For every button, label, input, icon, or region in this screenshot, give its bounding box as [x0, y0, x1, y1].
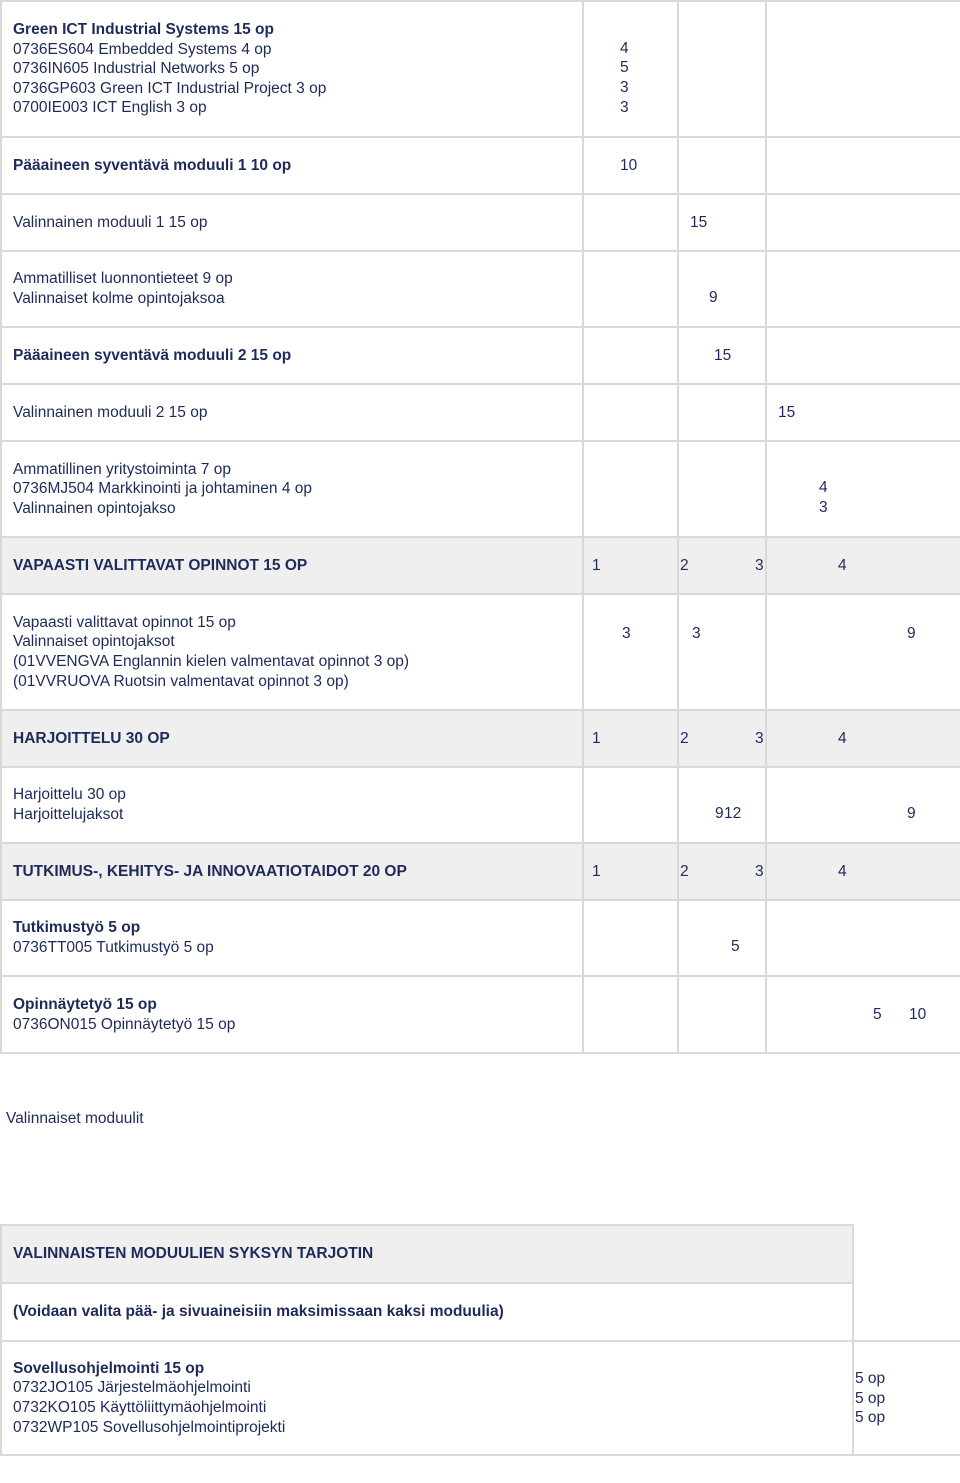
course-line: 0736MJ504 Markkinointi ja johtaminen 4 op	[13, 480, 312, 498]
course-line: 0732WP105 Sovellusohjelmointiprojekti	[13, 1418, 286, 1436]
offer-title: VALINNAISTEN MODUULIEN SYKSYN TARJOTIN	[13, 1245, 374, 1263]
credit-value: 9	[907, 805, 916, 823]
course-line: 0732JO105 Järjestelmäohjelmointi	[13, 1379, 251, 1397]
year-label: 2	[680, 556, 689, 574]
section-header-row	[1, 537, 960, 594]
offer-module-row	[1, 1341, 960, 1455]
module-title: Vapaasti valittavat opinnot 15 op	[13, 613, 236, 631]
credit-value: 3	[620, 98, 629, 116]
credit-value: 10	[620, 156, 638, 174]
module-title: Pääaineen syventävä moduuli 2 15 op	[13, 346, 292, 364]
module-row	[1, 251, 960, 327]
course-line: 0736ON015 Opinnäytetyö 15 op	[13, 1015, 236, 1033]
course-line: 0736IN605 Industrial Networks 5 op	[13, 60, 260, 78]
credit-value: 5 op	[855, 1409, 886, 1427]
credit-value: 3	[620, 79, 629, 96]
module-row-green-ict	[1, 1, 960, 137]
course-line: (01VVRUOVA Ruotsin valmentavat opinnot 3 op)	[13, 672, 349, 690]
optional-modules-label: Valinnaiset moduulit	[6, 1110, 144, 1127]
module-title: Green ICT Industrial Systems 15 op	[13, 21, 274, 39]
credit-value: 9	[907, 625, 916, 643]
course-line: (01VVENGVA Englannin kielen valmentavat opinnot 3 op)	[13, 653, 410, 670]
thesis-row	[1, 976, 960, 1053]
module-title: Valinnainen moduuli 1 15 op	[13, 213, 208, 231]
year-label: 4	[838, 556, 847, 574]
module-title: Sovellusohjelmointi 15 op	[13, 1359, 205, 1377]
module-title: Ammatilliset luonnontieteet 9 op	[13, 270, 233, 288]
course-line: Valinnainen opintojakso	[13, 499, 176, 517]
section-title: TUTKIMUS-, KEHITYS- JA INNOVAATIOTAIDOT 20 OP	[13, 862, 407, 880]
offer-table	[0, 1224, 960, 1456]
credit-value: 5 op	[855, 1370, 886, 1387]
year-label: 2	[680, 729, 689, 747]
module-title: Tutkimustyö 5 op	[13, 919, 141, 937]
credit-cell	[583, 1, 678, 137]
practice-row: Harjoittelu 30 op Harjoittelujaksot 9 12 9	[1, 767, 960, 843]
section-title: HARJOITTELU 30 OP	[13, 729, 170, 747]
free-choice-row	[1, 594, 960, 710]
credit-value: 3	[622, 625, 631, 643]
credit-value: 3	[692, 625, 701, 643]
course-line: Valinnaiset opintojaksot	[13, 633, 175, 651]
module-row	[1, 137, 960, 194]
course-line: 0736TT005 Tutkimustyö 5 op	[13, 939, 214, 956]
year-label: 3	[755, 556, 764, 574]
credit-value: 5	[620, 59, 629, 77]
course-line: 0736GP603 Green ICT Industrial Project 3 op	[13, 79, 327, 97]
section-header-row	[1, 710, 960, 767]
year-label: 2	[680, 862, 689, 880]
module-title: Ammatillinen yritystoiminta 7 op	[13, 460, 231, 478]
credit-value: 4	[620, 39, 629, 57]
credit-value: 5	[873, 1006, 882, 1023]
module-row	[1, 384, 960, 441]
offer-note: (Voidaan valita pää- ja sivuaineisiin maksimissaan kaksi moduulia)	[13, 1303, 504, 1321]
section-title: VAPAASTI VALITTAVAT OPINNOT 15 OP	[13, 556, 308, 574]
credit-value: 15	[714, 346, 732, 364]
module-row	[1, 441, 960, 537]
credit-value: 4	[819, 479, 828, 497]
year-label: 3	[755, 862, 764, 880]
research-row	[1, 900, 960, 976]
credit-list	[855, 1369, 885, 1428]
year-label: 3	[755, 729, 764, 747]
year-label: 1	[592, 863, 601, 880]
credit-value: 9	[709, 289, 718, 307]
credit-value: 15	[690, 213, 708, 231]
year-label: 1	[592, 557, 601, 574]
empty-cell	[678, 1, 766, 137]
course-line: Harjoittelujaksot	[13, 806, 124, 823]
year-label: 4	[838, 729, 847, 747]
module-title: Opinnäytetyö 15 op	[13, 995, 157, 1013]
year-label: 1	[592, 730, 601, 747]
module-cell	[1, 1, 583, 137]
module-title: Pääaineen syventävä moduuli 1 10 op	[13, 156, 292, 174]
credit-value: 3	[819, 499, 828, 516]
course-line: Valinnaiset kolme opintojaksoa	[13, 290, 225, 307]
section-header-row	[1, 843, 960, 900]
offer-header-row	[1, 1225, 960, 1283]
offer-note-row	[1, 1283, 960, 1341]
module-title: Valinnainen moduuli 2 15 op	[13, 403, 208, 421]
module-row	[1, 327, 960, 384]
module-row	[1, 194, 960, 251]
course-line: 0732KO105 Käyttöliittymäohjelmointi	[13, 1399, 267, 1416]
empty-cell	[766, 1, 960, 137]
credit-value: 15	[778, 403, 796, 421]
year-label: 4	[838, 862, 847, 880]
course-line: 0736ES604 Embedded Systems 4 op	[13, 40, 272, 58]
course-line: 0700IE003 ICT English 3 op	[13, 99, 207, 117]
credit-value: 10	[909, 1006, 927, 1023]
module-title: Harjoittelu 30 op	[13, 786, 126, 804]
credit-value: 12	[724, 805, 742, 823]
credit-value: 5	[731, 938, 740, 956]
credit-value: 5 op	[855, 1389, 886, 1407]
